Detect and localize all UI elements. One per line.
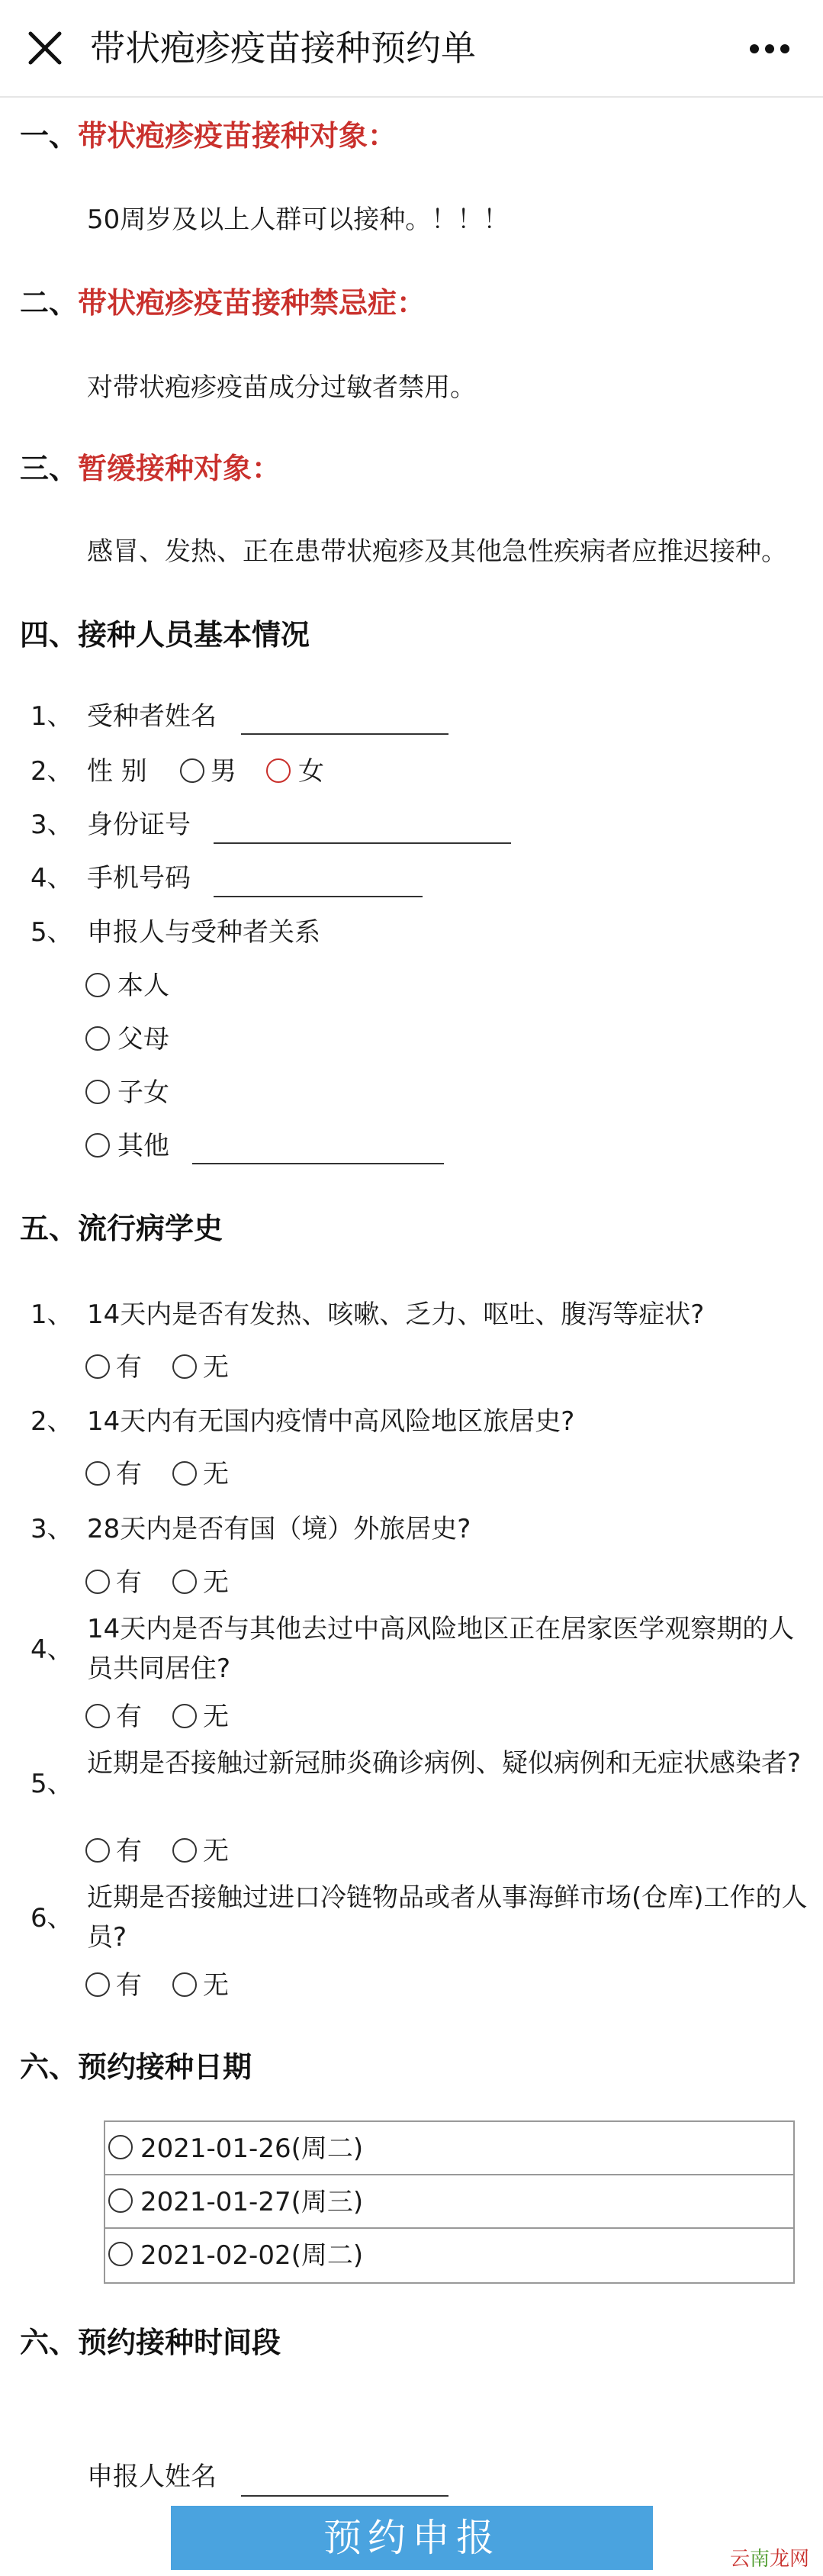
epi-q3-yes-radio[interactable] [85,1570,110,1594]
section-3-text: 感冒、发热、正在患带状疱疹及其他急性疾病者应推迟接种。 [87,536,787,567]
epi-q4-yes-radio[interactable] [85,1704,110,1728]
relation-parents-label: 父母 [117,1024,169,1055]
gender-label: 性 别 [87,756,147,787]
section-3-heading [20,447,281,490]
epi-q5-no-radio[interactable] [172,1838,197,1863]
relationship-label: 申报人与受种者关系 [87,917,320,948]
section-title: 带状疱疹疫苗接种禁忌症： [78,286,426,320]
watermark-text: 龙网 [770,2548,810,2571]
name-label: 受种者姓名 [87,701,217,732]
yes-label: 有 [116,1352,142,1383]
date-option-3-radio[interactable] [108,2242,133,2266]
question-number: 3、 [31,1514,73,1544]
yes-label: 有 [116,1836,142,1866]
more-dots-icon [739,26,800,72]
epi-q1-yes-radio[interactable] [85,1354,110,1379]
section-title: 带状疱疹疫苗接种对象： [78,119,397,153]
section-6-heading: 六、预约接种日期 [20,2050,252,2084]
section-1-text: 50周岁及以上人群可以接种。！！！ [87,204,510,235]
question-number: 4、 [31,1634,73,1665]
date-options-table [104,2120,795,2284]
section-1-heading [20,114,397,157]
name-input[interactable] [241,733,448,735]
question-number: 6、 [31,1903,73,1934]
no-label: 无 [203,1970,229,2001]
relation-children-radio[interactable] [85,1080,110,1104]
epi-question-5: 近期是否接触过新冠肺炎确诊病例、疑似病例和无症状感染者? [87,1748,802,1779]
epi-q2-no-radio[interactable] [172,1461,197,1486]
section-number: 一、 [20,119,79,153]
epi-q6-yes-radio[interactable] [85,1972,110,1997]
date-option-row[interactable] [105,2122,793,2175]
gender-female-label: 女 [298,756,324,787]
section-7-heading: 六、预约接种时间段 [20,2326,281,2359]
epi-q6-no-radio[interactable] [172,1972,197,1997]
epi-question-4: 14天内是否与其他去过中高风险地区正在居家医学观察期的人员共同居住? [87,1614,795,1684]
epi-q2-yes-radio[interactable] [85,1461,110,1486]
relation-self-label: 本人 [117,971,169,1001]
applicant-name-input[interactable] [241,2495,448,2497]
date-option-row[interactable] [105,2175,793,2229]
watermark-text: 云 [729,2548,750,2571]
no-label: 无 [203,1459,229,1489]
phone-label: 手机号码 [87,863,191,894]
submit-button[interactable]: 预约申报 [171,2506,653,2570]
gender-male-label: 男 [211,756,236,787]
section-number: 二、 [20,286,79,320]
watermark-text: 南 [749,2548,770,2571]
no-label: 无 [203,1567,229,1598]
section-2-heading [20,282,426,324]
no-label: 无 [203,1352,229,1383]
relation-other-radio[interactable] [85,1133,110,1158]
top-bar [0,0,823,98]
epi-question-3: 28天内是否有国（境）外旅居史? [87,1514,471,1544]
yes-label: 有 [116,1702,142,1732]
section-4-heading: 四、接种人员基本情况 [20,618,310,652]
section-number: 三、 [20,452,79,485]
question-number: 5、 [31,917,73,948]
date-option-1-radio[interactable] [108,2135,133,2159]
question-number: 3、 [31,810,73,840]
relation-other-label: 其他 [117,1131,169,1161]
question-number: 4、 [31,863,73,894]
gender-male-radio[interactable] [180,758,204,783]
section-5-heading: 五、流行病学史 [20,1212,223,1245]
yes-label: 有 [116,1567,142,1598]
gender-female-radio[interactable] [266,758,291,783]
epi-q4-no-radio[interactable] [172,1704,197,1728]
date-option-row[interactable] [105,2229,793,2282]
date-option-1-label: 2021-01-26(周二) [140,2133,364,2164]
watermark-logo [720,2545,819,2573]
question-number: 1、 [31,1299,73,1330]
question-number: 5、 [31,1769,73,1799]
question-number: 2、 [31,756,73,787]
no-label: 无 [203,1836,229,1866]
epi-question-2: 14天内有无国内疫情中高风险地区旅居史? [87,1406,575,1437]
question-number: 2、 [31,1406,73,1437]
yes-label: 有 [116,1970,142,2001]
no-label: 无 [203,1702,229,1732]
relation-other-input[interactable] [192,1163,444,1164]
epi-question-1: 14天内是否有发热、咳嗽、乏力、呕吐、腹泻等症状? [87,1299,705,1330]
date-option-3-label: 2021-02-02(周二) [140,2240,364,2271]
phone-input[interactable] [214,896,423,897]
yes-label: 有 [116,1459,142,1489]
date-option-2-radio[interactable] [108,2188,133,2213]
relation-self-radio[interactable] [85,973,110,997]
id-number-input[interactable] [214,842,511,844]
date-option-2-label: 2021-01-27(周三) [140,2187,364,2217]
more-button[interactable] [739,26,800,72]
epi-q5-yes-radio[interactable] [85,1838,110,1863]
relation-parents-radio[interactable] [85,1026,110,1051]
section-title: 暂缓接种对象： [78,452,281,485]
epi-q3-no-radio[interactable] [172,1570,197,1594]
page-title: 带状疱疹疫苗接种预约单 [90,27,476,69]
id-number-label: 身份证号 [87,810,191,840]
epi-question-6: 近期是否接触过进口冷链物品或者从事海鲜市场(仓库)工作的人员? [87,1882,808,1953]
applicant-name-label: 申报人姓名 [87,2462,217,2492]
epi-q1-no-radio[interactable] [172,1354,197,1379]
close-button[interactable] [20,23,70,73]
section-2-text: 对带状疱疹疫苗成分过敏者禁用。 [87,372,476,403]
close-icon [20,23,70,73]
question-number: 1、 [31,701,73,732]
relation-children-label: 子女 [117,1077,169,1108]
